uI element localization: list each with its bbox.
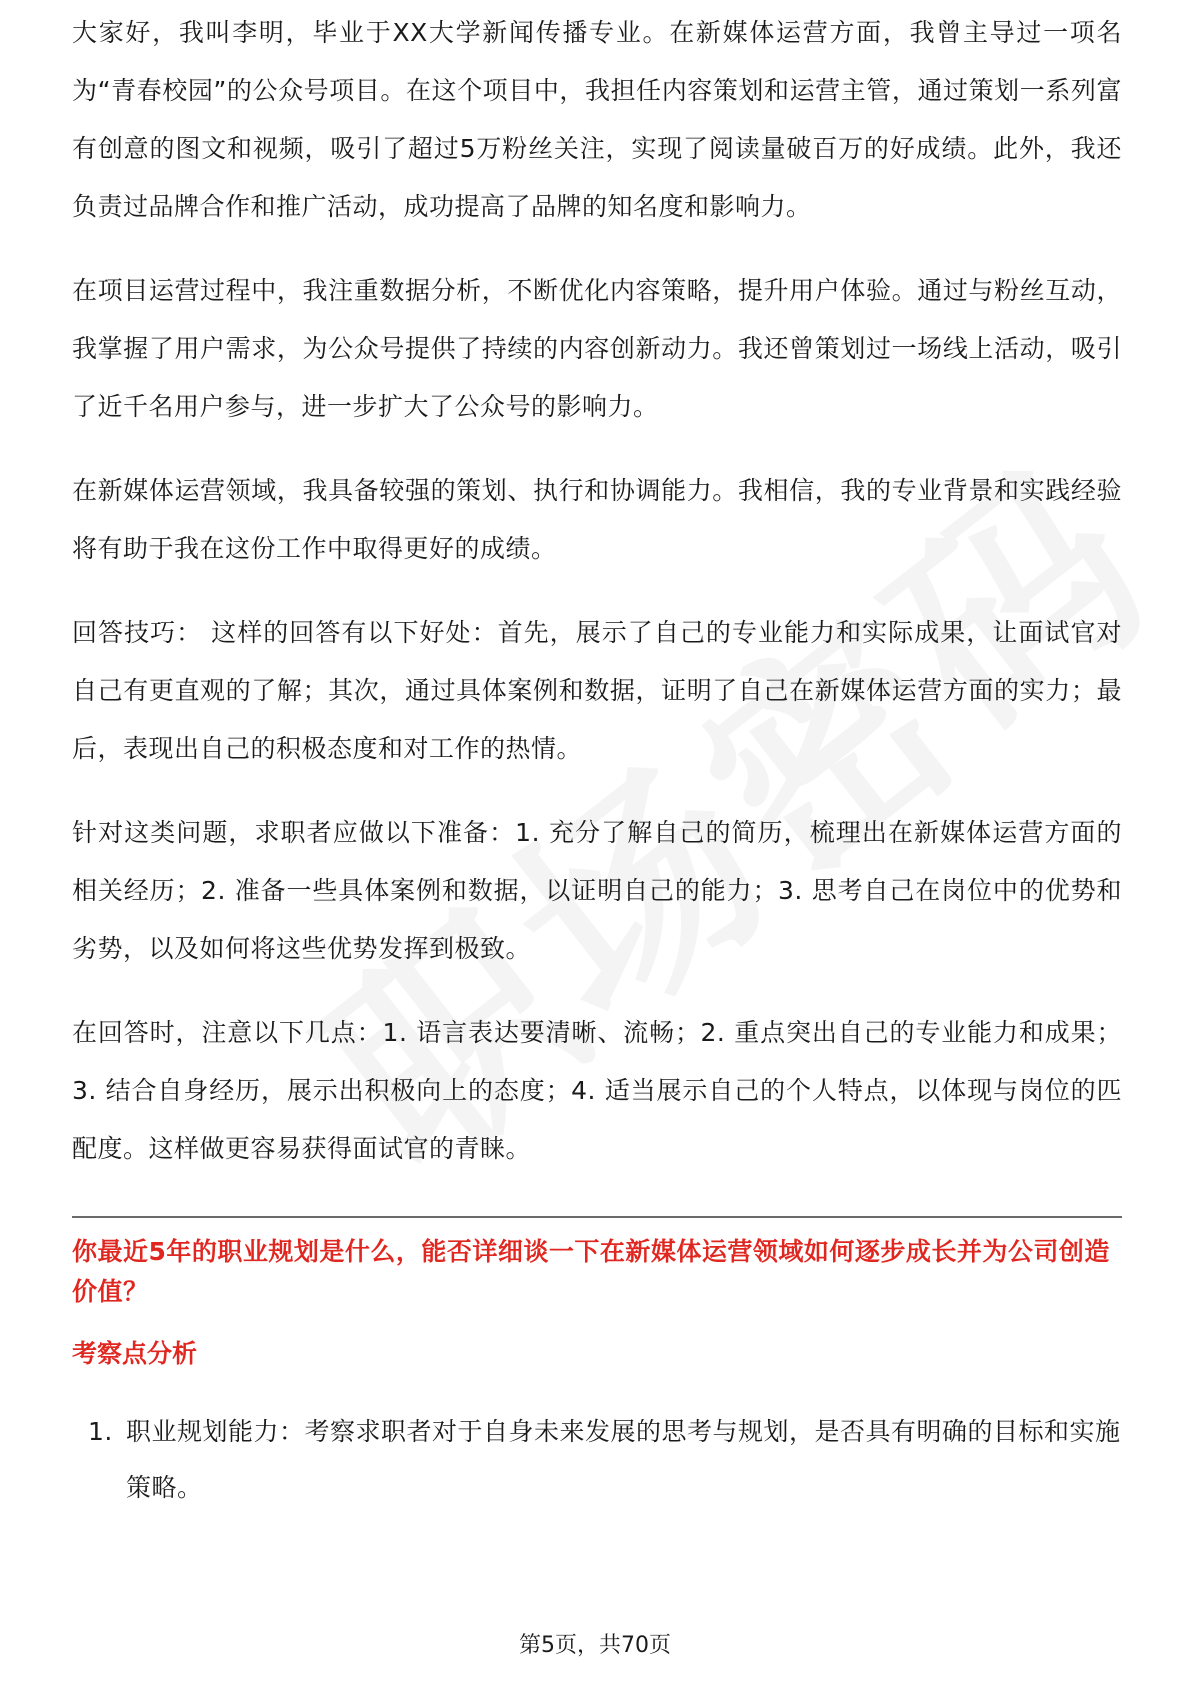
- page-content: [72, 18, 1122, 1516]
- section-heading: 考察点分析: [72, 1339, 198, 1368]
- list-item-number: 1.: [88, 1417, 113, 1446]
- attention-paragraph: 在回答时，注意以下几点：1. 语言表达要清晰、流畅；2. 重点突出自己的专业能力和成果；3. 结合自身经历，展示出积极向上的态度；4. 适当展示自己的个人特点，以体现与岗位的匹配度。这样做更容易获得面试官的青睐。: [72, 1018, 1122, 1163]
- body-paragraph: 在新媒体运营领域，我具备较强的策划、执行和协调能力。我相信，我的专业背景和实践经验将有助于我在这份工作中取得更好的成绩。: [72, 476, 1122, 563]
- body-paragraph: 大家好，我叫李明，毕业于XX大学新闻传播专业。在新媒体运营方面，我曾主导过一项名为“青春校园”的公众号项目。在这个项目中，我担任内容策划和运营主管，通过策划一系列富有创意的图文和视频，吸引了超过5万粉丝关注，实现了阅读量破百万的好成绩。此外，我还负责过品牌合作和推广活动，成功提高了品牌的知名度和影响力。: [72, 18, 1122, 221]
- preparation-paragraph: 针对这类问题，求职者应做以下准备：1. 充分了解自己的简历，梳理出在新媒体运营方面的相关经历；2. 准备一些具体案例和数据，以证明自己的能力；3. 思考自己在岗位中的优势和劣势，以及如何将这些优势发挥到极致。: [72, 818, 1122, 963]
- analysis-list: [72, 1404, 1122, 1516]
- page-number-footer: 第5页，共70页: [519, 1633, 671, 1658]
- list-item: [72, 1404, 1122, 1516]
- list-item-text: 职业规划能力：考察求职者对于自身未来发展的思考与规划，是否具有明确的目标和实施策略。: [126, 1417, 1121, 1502]
- section-divider: [72, 1216, 1122, 1218]
- interview-question: 你最近5年的职业规划是什么，能否详细谈一下在新媒体运营领域如何逐步成长并为公司创造价值？: [72, 1237, 1110, 1306]
- body-paragraph: 在项目运营过程中，我注重数据分析，不断优化内容策略，提升用户体验。通过与粉丝互动，我掌握了用户需求，为公众号提供了持续的内容创新动力。我还曾策划过一场线上活动，吸引了近千名用户参与，进一步扩大了公众号的影响力。: [72, 276, 1122, 421]
- answer-tips-paragraph: 回答技巧： 这样的回答有以下好处：首先，展示了自己的专业能力和实际成果，让面试官对自己有更直观的了解；其次，通过具体案例和数据，证明了自己在新媒体运营方面的实力；最后，表现出自己的积极态度和对工作的热情。: [72, 618, 1122, 763]
